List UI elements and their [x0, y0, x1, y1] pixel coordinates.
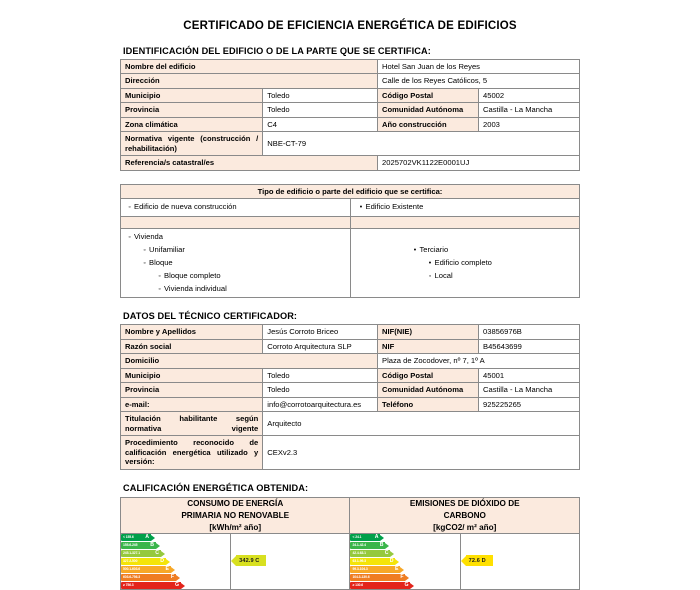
row-label-secondary: Comunidad Autónoma — [378, 103, 479, 117]
row-value: CEXv2.3 — [263, 436, 580, 469]
table-row — [121, 117, 580, 131]
table-row — [121, 103, 580, 117]
bar-letter-label: C — [155, 550, 159, 557]
bar-range-label: 104.3-130.6 — [352, 575, 370, 580]
table-row — [121, 354, 580, 368]
bar-letter-label: F — [170, 574, 174, 581]
bar-range-label: 63.1-99.3 — [352, 559, 366, 564]
row-value: C4 — [263, 117, 378, 131]
list-item[interactable] — [411, 270, 576, 283]
table-row — [121, 436, 580, 469]
bar-range-label: 500.1-603.6 — [123, 567, 140, 572]
bar-arrow-tip — [166, 559, 170, 565]
header-line-1: EMISIONES DE DIÓXIDO DE — [409, 498, 520, 508]
bar-arrow-tip — [410, 583, 414, 589]
rating-bar-b — [350, 542, 459, 549]
row-value: Hotel San Juan de los Reyes — [378, 60, 580, 74]
building-type-header: Tipo de edificio o parte del edificio que se certifica: — [121, 184, 580, 198]
table-row — [121, 339, 580, 353]
row-label-secondary: Teléfono — [378, 397, 479, 411]
bar-arrow-tip — [151, 535, 155, 541]
list-item[interactable] — [125, 257, 346, 270]
table-row — [121, 325, 580, 339]
row-value: Calle de los Reyes Católicos, 5 — [378, 74, 580, 88]
bar-letter-label: C — [384, 550, 389, 557]
row-value: Plaza de Zocodover, nº 7, 1º A — [378, 354, 580, 368]
row-value-secondary: Castilla - La Mancha — [479, 103, 580, 117]
row-label-secondary: Código Postal — [378, 88, 479, 102]
bar-arrow-tip — [176, 575, 180, 581]
section-heading-technician: DATOS DEL TÉCNICO CERTIFICADOR: — [123, 311, 298, 322]
option-existing-building[interactable] — [350, 199, 580, 217]
rating-bar-g — [121, 582, 230, 589]
bar-range-label: 99.3-104.3 — [352, 567, 368, 572]
option-new-construction[interactable] — [121, 199, 351, 217]
row-label: e-mail: — [121, 397, 263, 411]
row-label: Normativa vigente (construcción / rehabilitación) — [121, 132, 263, 156]
radio-icon[interactable]: ◦ — [143, 247, 146, 255]
residential-options — [121, 229, 351, 298]
row-value-secondary: 03856976B — [479, 325, 580, 339]
row-label-secondary: Código Postal — [378, 368, 479, 382]
bar-letter-label: E — [165, 566, 169, 573]
building-type-table — [120, 184, 580, 299]
bar-range-label: ≥ 130.6 — [352, 583, 364, 588]
bar-range-label: 603.6-756.3 — [123, 575, 140, 580]
table-row — [121, 132, 580, 156]
section-heading-identification: IDENTIFICACIÓN DEL EDIFICIO O DE LA PARTE QUE SE CERTIFICA: — [123, 46, 431, 56]
bar-range-label: 24.1-42.4 — [352, 543, 366, 548]
list-item[interactable] — [125, 231, 346, 244]
rating-scales-row — [121, 534, 580, 590]
rating-bar-f — [121, 574, 230, 581]
row-label: Titulación habilitante según normativa vigente — [121, 412, 263, 436]
energy-result-cell — [231, 534, 350, 590]
bar-arrow-tip — [405, 575, 409, 581]
option-label: Edificio de nueva construcción — [134, 202, 237, 212]
row-value: Arquitecto — [263, 412, 580, 436]
row-value-secondary: 2003 — [479, 117, 580, 131]
rating-bar-a — [350, 534, 459, 541]
list-item[interactable] — [411, 257, 576, 270]
building-identification-table — [120, 59, 580, 171]
rating-container — [120, 497, 580, 590]
bar-arrow-tip — [156, 543, 160, 549]
row-label: Domicilio — [121, 354, 378, 368]
option-label: Edificio completo — [434, 257, 492, 267]
rating-bar-d — [121, 558, 230, 565]
rating-bar-d — [350, 558, 459, 565]
bar-arrow-tip — [385, 543, 389, 549]
option-label: Unifamiliar — [149, 245, 185, 255]
row-value-secondary: 925225265 — [479, 397, 580, 411]
table-row — [121, 156, 580, 170]
bar-arrow-tip — [171, 567, 175, 573]
radio-icon[interactable]: ◦ — [158, 285, 161, 293]
energy-scale-bars — [121, 534, 230, 589]
bar-letter-label: E — [395, 566, 399, 573]
row-value: Corroto Arquitectura SLP — [263, 339, 378, 353]
radio-selected-icon[interactable]: • — [413, 247, 417, 255]
row-value-secondary: B45643699 — [479, 339, 580, 353]
technician-table — [120, 324, 580, 469]
rating-result-marker — [231, 555, 266, 566]
row-label: Procedimiento reconocido de calificación energética utilizado y versión: — [121, 436, 263, 469]
radio-icon[interactable]: ◦ — [158, 272, 161, 280]
row-label: Nombre y Apellidos — [121, 325, 263, 339]
row-label: Zona climática — [121, 117, 263, 131]
row-value: Toledo — [263, 103, 378, 117]
row-label-secondary: Año construcción — [378, 117, 479, 131]
list-item[interactable] — [125, 270, 346, 283]
radio-selected-icon[interactable]: • — [428, 259, 432, 267]
rating-bar-g — [350, 582, 459, 589]
table-row — [121, 412, 580, 436]
rating-bar-b — [121, 542, 230, 549]
building-type-header-row — [121, 184, 580, 198]
rating-bar-e — [350, 566, 459, 573]
row-value-secondary: 45002 — [479, 88, 580, 102]
option-label: Terciario — [419, 245, 449, 255]
co2-scale-bars — [350, 534, 459, 589]
row-value: Toledo — [263, 383, 378, 397]
bar-arrow-tip — [181, 583, 185, 589]
rating-bar-c — [121, 550, 230, 557]
row-value: info@corrotoarquitectura.es — [263, 397, 378, 411]
header-units: [kgCO2/ m² año] — [433, 522, 497, 532]
list-item[interactable] — [125, 283, 346, 296]
row-value-secondary: Castilla - La Mancha — [479, 383, 580, 397]
rating-result-marker — [461, 555, 493, 566]
energy-consumption-header — [121, 497, 350, 534]
table-row — [121, 383, 580, 397]
bar-range-label: 327.2-500 — [123, 559, 138, 564]
row-label-secondary: NIF — [378, 339, 479, 353]
bar-range-label: < 155.6 — [123, 535, 134, 540]
radio-icon[interactable]: ◦ — [428, 272, 432, 280]
option-label: Vivienda individual — [164, 283, 227, 293]
bar-letter-label: A — [145, 534, 149, 541]
list-item[interactable] — [125, 244, 346, 257]
radio-icon[interactable]: ◦ — [128, 204, 131, 212]
row-value: 2025702VK1122E0001UJ — [378, 156, 580, 170]
table-row — [121, 397, 580, 411]
radio-icon[interactable]: ◦ — [143, 259, 146, 267]
row-label: Municipio — [121, 88, 263, 102]
row-value: Toledo — [263, 88, 378, 102]
row-value: Jesús Corroto Briceo — [263, 325, 378, 339]
list-item[interactable] — [411, 244, 576, 257]
page-title: CERTIFICADO DE EFICIENCIA ENERGÉTICA DE EDIFICIOS — [183, 20, 517, 32]
row-label: Referencia/s catastral/es — [121, 156, 378, 170]
divider-right — [350, 217, 580, 229]
marker-label: 342.9 C — [236, 555, 266, 566]
table-row — [121, 88, 580, 102]
co2-scale-cell — [350, 534, 460, 590]
co2-emissions-header — [350, 497, 580, 534]
option-label: Bloque completo — [164, 270, 221, 280]
row-label: Razón social — [121, 339, 263, 353]
bar-range-label: ≥ 756.3 — [123, 583, 134, 588]
row-label: Provincia — [121, 103, 263, 117]
radio-selected-icon[interactable]: • — [359, 204, 363, 212]
document-body — [120, 32, 580, 590]
bar-arrow-tip — [400, 567, 404, 573]
bar-range-label: < 24.1 — [352, 535, 362, 540]
section-heading-rating: CALIFICACIÓN ENERGÉTICA OBTENIDA: — [123, 482, 309, 493]
row-value: Toledo — [263, 368, 378, 382]
row-label: Municipio — [121, 368, 263, 382]
rating-bar-f — [350, 574, 459, 581]
building-type-options-row — [121, 229, 580, 298]
header-line-2: CARBONO — [443, 510, 486, 520]
energy-scale-cell — [121, 534, 231, 590]
header-line-1: CONSUMO DE ENERGÍA — [187, 498, 284, 508]
option-label: Bloque — [149, 257, 173, 267]
marker-label: 72.6 D — [466, 555, 493, 566]
energy-rating-table — [120, 497, 580, 590]
row-label-secondary: NIF(NIE) — [378, 325, 479, 339]
building-type-divider-row — [121, 217, 580, 229]
bar-arrow-tip — [395, 559, 399, 565]
row-label-secondary: Comunidad Autónoma — [378, 383, 479, 397]
row-label: Provincia — [121, 383, 263, 397]
row-value-secondary: 45001 — [479, 368, 580, 382]
bar-letter-label: D — [389, 558, 394, 565]
bar-letter-label: A — [374, 534, 379, 541]
rating-header-row — [121, 497, 580, 534]
bar-letter-label: G — [174, 582, 179, 589]
option-label: Local — [434, 270, 453, 280]
divider-left — [121, 217, 351, 229]
co2-result-cell — [460, 534, 579, 590]
rating-bar-e — [121, 566, 230, 573]
bar-range-label: 42.4-63.1 — [352, 551, 366, 556]
bar-arrow-tip — [380, 535, 384, 541]
header-units: [kWh/m² año] — [209, 522, 262, 532]
rating-bar-a — [121, 534, 230, 541]
table-row — [121, 60, 580, 74]
bar-letter-label: G — [404, 582, 409, 589]
row-label: Dirección — [121, 74, 378, 88]
row-label: Nombre del edificio — [121, 60, 378, 74]
tertiary-options — [350, 229, 580, 298]
table-row — [121, 74, 580, 88]
bar-arrow-tip — [390, 551, 394, 557]
bar-letter-label: F — [400, 574, 404, 581]
bar-letter-label: D — [160, 558, 164, 565]
rating-bar-c — [350, 550, 459, 557]
table-row — [121, 368, 580, 382]
bar-arrow-tip — [161, 551, 165, 557]
bar-letter-label: B — [379, 542, 384, 549]
row-value: NBE-CT-79 — [263, 132, 580, 156]
bar-range-label: 155.6-245 — [123, 543, 138, 548]
radio-icon[interactable]: ◦ — [128, 234, 131, 242]
option-label: Vivienda — [134, 232, 163, 242]
option-label: Edificio Existente — [365, 202, 424, 212]
building-type-top-row — [121, 199, 580, 217]
header-line-2: PRIMARIA NO RENOVABLE — [181, 510, 290, 520]
bar-letter-label: B — [150, 542, 154, 549]
bar-range-label: 245.1-327.1 — [123, 551, 140, 556]
